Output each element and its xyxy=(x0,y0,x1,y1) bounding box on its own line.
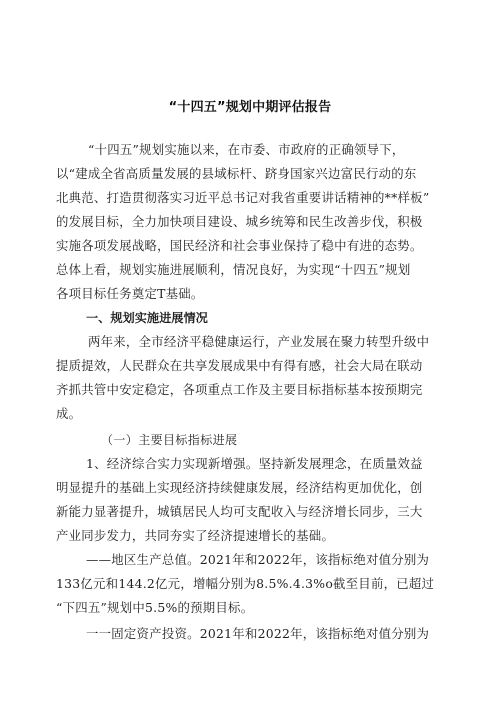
paragraph-line: ——地区生产总值。2021年和2022年，该指标绝对值分别为 xyxy=(86,552,430,567)
intro-line: 以“建成全省高质量发展的县域标杆、跻身国家兴边富民行动的东 xyxy=(56,166,417,181)
subsection-heading: （一）主要目标指标进展 xyxy=(101,433,238,447)
section-line: 齐抓共管中安定稳定，各项重点工作及主要目标指标基本按预期完 xyxy=(56,382,423,397)
paragraph-line: 一一固定资产投资。2021年和2022年，该指标绝对值分别为 xyxy=(86,626,430,641)
paragraph-line: 133亿元和144.2亿元，增幅分别为8.5%.4.3%o截至目前，已超过 xyxy=(56,576,435,591)
section-line: 两年来，全市经济平稳健康运行，产业发展在聚力转型升级中 xyxy=(88,334,430,349)
intro-line: 各项目标任务奠定T基础。 xyxy=(56,286,204,301)
section-heading: 一、规划实施进展情况 xyxy=(86,311,208,325)
paragraph-line: 1、经济综合实力实现新增强。坚持新发展理念，在质量效益 xyxy=(86,456,423,471)
intro-line: 北典范、打造贯彻落实习近平总书记对我省重要讲话精神的**样板” xyxy=(56,190,430,205)
intro-line: 总体上看，规划实施进展顺利，情况良好，为实现“十四五”规划 xyxy=(56,262,411,277)
document-title: “十四五”规划中期评估报告 xyxy=(168,100,332,115)
intro-line: “十四五”规划实施以来，在市委、市政府的正确领导下， xyxy=(88,142,405,157)
paragraph-line: “下四五”规划中5.5%的预期目标。 xyxy=(56,600,254,615)
section-line: 成。 xyxy=(56,406,82,421)
paragraph-line: 明显提升的基础上实现经济持续健康发展，经济结构更加优化，创 xyxy=(56,480,423,495)
intro-line: 实施各项发展战略，国民经济和社会事业保持了稳中有进的态势。 xyxy=(56,238,423,253)
paragraph-line: 新能力显著提升，城镇居民人均可支配收入与经济增长同步，三大 xyxy=(56,504,423,519)
intro-line: 的发展目标，全力加快项目建设、城乡统筹和民生改善步伐，积极 xyxy=(56,214,423,229)
paragraph-line: 产业同步发力，共同夯实了经济提速增长的基础。 xyxy=(56,528,335,543)
section-line: 提质提效，人民群众在共享发展成果中有得有感，社会大局在联动 xyxy=(56,358,423,373)
